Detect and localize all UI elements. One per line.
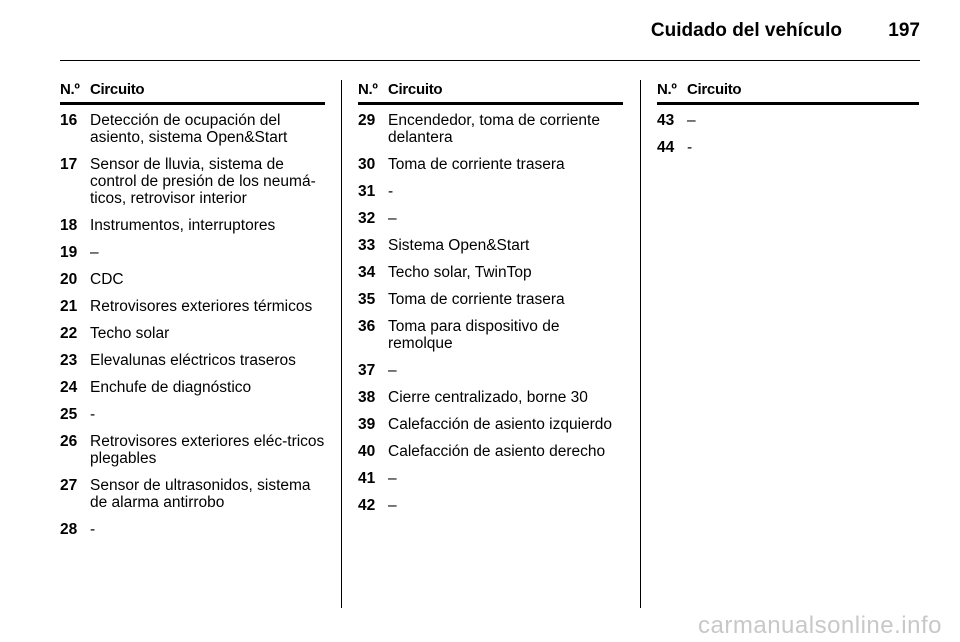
fuse-number: 22 — [60, 325, 78, 342]
page-number: 197 — [888, 20, 920, 41]
table-row — [60, 298, 325, 315]
fuse-number: 40 — [358, 443, 376, 460]
fuse-number: 33 — [358, 237, 376, 254]
circuit-description: Elevalunas eléctricos traseros — [90, 352, 296, 369]
header-circuit: Circuito — [90, 81, 145, 98]
fuse-number: 37 — [358, 362, 376, 379]
table-row — [358, 237, 623, 254]
table-row — [60, 244, 325, 261]
circuit-description: Toma para dispositivo de remolque — [388, 318, 560, 352]
circuit-description: – — [388, 470, 397, 487]
fuse-number: 20 — [60, 271, 78, 288]
circuit-description: Detección de ocupación del asiento, sistema Open&Start — [90, 112, 288, 146]
fuse-table-column-1 — [60, 80, 325, 548]
fuse-table-column-2 — [358, 80, 623, 524]
rows — [358, 112, 623, 514]
circuit-description: Enchufe de diagnóstico — [90, 379, 252, 396]
fuse-number: 44 — [657, 139, 675, 156]
circuit-description: – — [388, 497, 397, 514]
page-title: Cuidado del vehículo — [650, 20, 842, 41]
table-row — [60, 112, 325, 146]
table-row — [358, 389, 623, 406]
table-row — [60, 156, 325, 207]
fuse-number: 34 — [358, 264, 376, 281]
header-circuit: Circuito — [687, 81, 742, 98]
rows — [657, 112, 919, 156]
circuit-description: Techo solar, TwinTop — [388, 264, 532, 281]
fuse-number: 29 — [358, 112, 376, 129]
circuit-description: Toma de corriente trasera — [388, 291, 565, 308]
table-row — [60, 271, 325, 288]
fuse-number: 31 — [358, 183, 376, 200]
circuit-description: Techo solar — [90, 325, 170, 342]
circuit-description: - — [90, 521, 96, 538]
circuit-description: Retrovisores exteriores eléc-tricos plegables — [90, 433, 325, 467]
column-divider — [640, 80, 641, 608]
header-rule — [60, 60, 920, 61]
circuit-description: Retrovisores exteriores térmicos — [90, 298, 313, 315]
circuit-description: – — [687, 112, 696, 129]
header-num: N.º — [60, 81, 80, 98]
circuit-description: Sensor de ultrasonidos, sistema de alarma antirrobo — [90, 477, 311, 511]
fuse-number: 30 — [358, 156, 376, 173]
table-row — [358, 156, 623, 173]
table-row — [358, 183, 623, 200]
column-header — [657, 80, 919, 105]
table-row — [60, 477, 325, 511]
circuit-description: - — [687, 139, 693, 156]
column-header — [358, 80, 623, 105]
circuit-description: – — [90, 244, 99, 261]
fuse-number: 17 — [60, 156, 78, 173]
table-row — [358, 416, 623, 433]
table-row — [358, 318, 623, 352]
table-row — [358, 264, 623, 281]
table-row — [358, 291, 623, 308]
header-num: N.º — [358, 81, 378, 98]
table-row — [60, 433, 325, 467]
fuse-number: 18 — [60, 217, 78, 234]
table-row — [358, 443, 623, 460]
column-header — [60, 80, 325, 105]
fuse-number: 38 — [358, 389, 376, 406]
fuse-number: 27 — [60, 477, 78, 494]
table-row — [60, 379, 325, 396]
table-row — [657, 112, 919, 129]
fuse-number: 36 — [358, 318, 376, 335]
circuit-description: Sensor de lluvia, sistema de control de presión de los neumá-ticos, retrovisor interior — [90, 156, 316, 207]
fuse-number: 39 — [358, 416, 376, 433]
page-header — [0, 0, 960, 60]
fuse-number: 43 — [657, 112, 675, 129]
fuse-number: 24 — [60, 379, 78, 396]
circuit-description: Toma de corriente trasera — [388, 156, 565, 173]
circuit-description: Encendedor, toma de corriente delantera — [388, 112, 600, 146]
circuit-description: - — [90, 406, 96, 423]
fuse-number: 35 — [358, 291, 376, 308]
circuit-description: Instrumentos, interruptores — [90, 217, 276, 234]
table-row — [358, 362, 623, 379]
watermark: carmanualsonline.info — [698, 612, 942, 639]
table-row — [358, 497, 623, 514]
fuse-number: 21 — [60, 298, 78, 315]
circuit-description: – — [388, 210, 397, 227]
fuse-number: 26 — [60, 433, 78, 450]
circuit-description: CDC — [90, 271, 124, 288]
fuse-number: 42 — [358, 497, 376, 514]
fuse-number: 25 — [60, 406, 78, 423]
table-row — [358, 470, 623, 487]
table-row — [60, 325, 325, 342]
table-row — [657, 139, 919, 156]
fuse-number: 16 — [60, 112, 78, 129]
fuse-table-column-3 — [657, 80, 919, 166]
header-num: N.º — [657, 81, 677, 98]
circuit-description: Sistema Open&Start — [388, 237, 530, 254]
table-row — [60, 406, 325, 423]
circuit-description: Calefacción de asiento derecho — [388, 443, 606, 460]
fuse-number: 41 — [358, 470, 376, 487]
circuit-description: Calefacción de asiento izquierdo — [388, 416, 613, 433]
fuse-number: 28 — [60, 521, 78, 538]
circuit-description: Cierre centralizado, borne 30 — [388, 389, 588, 406]
header-circuit: Circuito — [388, 81, 443, 98]
circuit-description: - — [388, 183, 394, 200]
table-row — [358, 112, 623, 146]
table-row — [60, 352, 325, 369]
fuse-number: 23 — [60, 352, 78, 369]
table-row — [358, 210, 623, 227]
table-row — [60, 521, 325, 538]
fuse-number: 32 — [358, 210, 376, 227]
fuse-number: 19 — [60, 244, 78, 261]
column-divider — [341, 80, 342, 608]
rows — [60, 112, 325, 538]
circuit-description: – — [388, 362, 397, 379]
table-row — [60, 217, 325, 234]
